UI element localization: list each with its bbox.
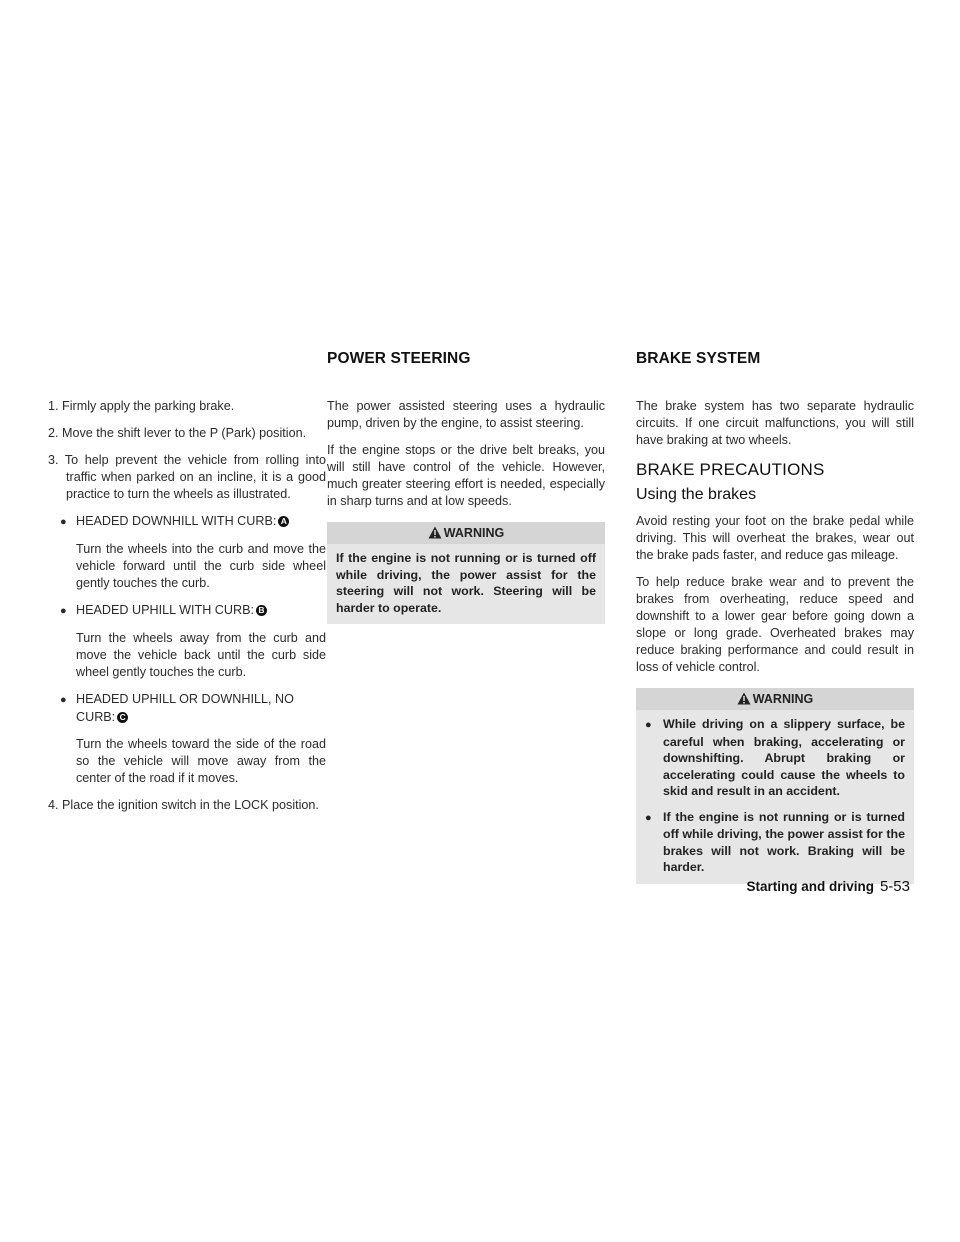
warning-box-brakes: [636, 688, 914, 884]
case-downhill-curb-body: Turn the wheels into the curb and move the vehicle forward until the curb side wheel gently touches the curb.: [76, 542, 326, 590]
warning-item: ● While driving on a slippery surface, be careful when braking, accelerating or downshifting. Abrupt braking or accelerating could cause the wheels to skid and result in an accident.: [645, 717, 905, 798]
brake-paragraph-3: To help reduce brake wear and to prevent the brakes from overheating, reduce speed and downshift to a lower gear before going down a slope or long grade. Overheated brakes may reduce braking performance and could result in loss of vehicle control.: [636, 575, 914, 674]
callout-c-icon: C: [117, 712, 128, 723]
warning-box-steering: [327, 522, 605, 624]
footer-section-title: Starting and driving: [746, 879, 874, 894]
bullet-icon: ●: [60, 516, 67, 528]
power-steering-paragraph-2: If the engine stops or the drive belt breaks, you will still have control of the vehicle. However, much greater steering effort is needed, especially in sharp turns and at low speeds.: [327, 443, 605, 508]
case-uphill-curb-body: Turn the wheels away from the curb and move the vehicle back until the curb side wheel gently touches the curb.: [76, 631, 326, 679]
power-steering-column: [327, 398, 605, 624]
bullet-icon: ●: [645, 719, 652, 731]
case-no-curb: ● HEADED UPHILL OR DOWNHILL, NO CURB: C: [60, 692, 294, 724]
brake-system-column: [636, 398, 914, 884]
case-uphill-curb: ● HEADED UPHILL WITH CURB: B: [48, 602, 326, 620]
bullet-icon: ●: [645, 811, 652, 824]
bullet-icon: ●: [60, 605, 67, 617]
section-heading-power-steering: POWER STEERING: [327, 350, 471, 367]
callout-b-icon: B: [256, 605, 267, 616]
warning-text: If the engine is not running or is turned off while driving, the power assist for the steering will not work. Steering will be harder to operate.: [336, 551, 596, 615]
brake-paragraph-2: Avoid resting your foot on the brake pedal while driving. This will overheat the brakes, wear out the brake pads faster, and reduce gas mileage.: [636, 514, 914, 562]
subheading-using-brakes: Using the brakes: [636, 486, 757, 503]
warning-header: WARNING: [636, 688, 914, 710]
warning-header: WARNING: [327, 522, 605, 544]
section-heading-brake-system: BRAKE SYSTEM: [636, 350, 761, 367]
step-1: 1. Firmly apply the parking brake.: [48, 399, 235, 413]
warning-list: [636, 710, 914, 884]
step-4: 4. Place the ignition switch in the LOCK position.: [48, 798, 319, 812]
step-3: 3. To help prevent the vehicle from rolling into traffic when parked on an incline, it is a good practice to turn the wheels as illustrated.: [48, 453, 326, 501]
brake-system-paragraph-1: The brake system has two separate hydraulic circuits. If one circuit malfunctions, you will still have braking at two wheels.: [636, 399, 914, 447]
warning-item: ● If the engine is not running or is turned off while driving, the power assist for the brakes will not work. Braking will be harder.: [645, 809, 905, 874]
parking-column: [48, 398, 326, 824]
power-steering-paragraph-1: The power assisted steering uses a hydraulic pump, driven by the engine, to assist steering.: [327, 399, 605, 430]
page-footer: [746, 878, 910, 895]
case-downhill-curb: ● HEADED DOWNHILL WITH CURB: A: [48, 513, 326, 531]
subheading-brake-precautions: BRAKE PRECAUTIONS: [636, 460, 825, 479]
step-2: 2. Move the shift lever to the P (Park) position.: [48, 426, 307, 440]
warning-triangle-icon: [737, 692, 751, 705]
callout-a-icon: A: [278, 516, 289, 527]
bullet-icon: ●: [60, 694, 67, 706]
warning-triangle-icon: [428, 526, 442, 539]
case-no-curb-body: Turn the wheels toward the side of the road so the vehicle will move away from the center of the road if it moves.: [76, 737, 326, 785]
page-number: 5-53: [879, 878, 910, 895]
